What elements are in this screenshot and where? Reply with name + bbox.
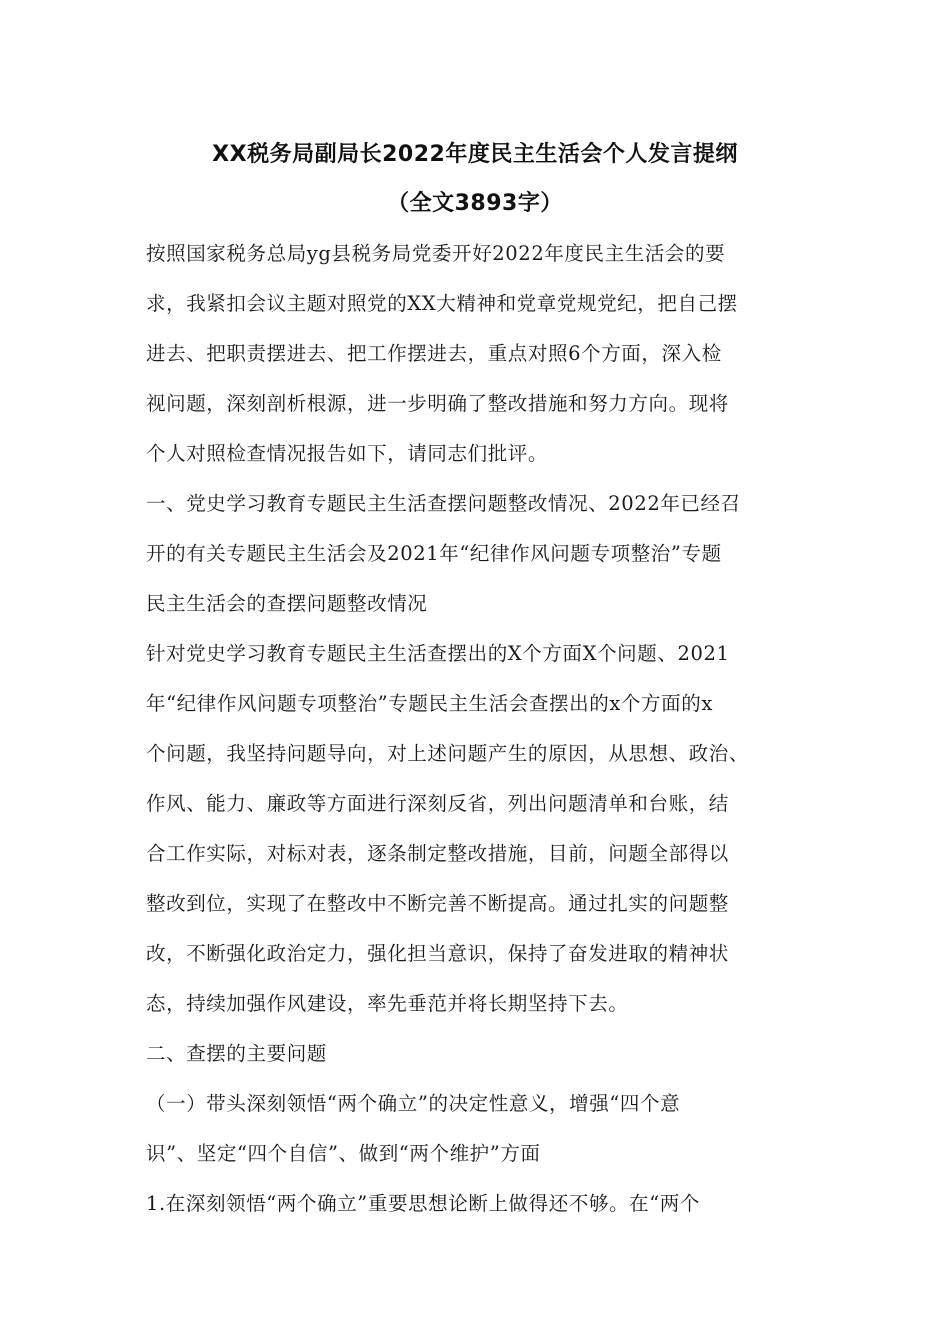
text-line: 1.在深刻领悟“两个确立”重要思想论断上做得还不够。在“两个 (146, 1192, 701, 1215)
text-line: 个人对照检查情况报告如下，请同志们批评。 (146, 442, 549, 465)
document-subtitle: （全文3893字） (387, 191, 563, 216)
document-title: XX税务局副局长2022年度民主生活会个人发言提纲 (212, 142, 738, 167)
text-line: 整改到位，实现了在整改中不断完善不断提高。通过扎实的问题整 (146, 892, 729, 915)
subsection-heading: （一）带头深刻领悟“两个确立”的决定性意义，增强“四个意 (146, 1092, 681, 1115)
text-line: 合工作实际，对标对表，逐条制定整改措施，目前，问题全部得以 (146, 842, 729, 865)
section-heading-2: 二、查摆的主要问题 (146, 1042, 327, 1065)
section-heading-1: 开的有关专题民主生活会及2021年“纪律作风问题专项整治”专题 (146, 542, 722, 565)
text-line: 求，我紧扣会议主题对照党的XX大精神和党章党规党纪，把自己摆 (146, 292, 738, 315)
section-heading-1: 一、党史学习教育专题民主生活查摆问题整改情况、2022年已经召 (146, 492, 741, 515)
document-body (146, 229, 822, 1229)
text-line: 进去、把职责摆进去、把工作摆进去，重点对照6个方面，深入检 (146, 342, 722, 365)
text-line: 按照国家税务总局yg县税务局党委开好2022年度民主生活会的要 (146, 242, 726, 265)
text-line: 针对党史学习教育专题民主生活查摆出的X个方面X个问题、2021 (146, 642, 730, 665)
text-line: 作风、能力、廉政等方面进行深刻反省，列出问题清单和台账，结 (146, 792, 729, 815)
subsection-heading: 识”、坚定“四个自信”、做到“两个维护”方面 (146, 1142, 541, 1165)
text-line: 年“纪律作风问题专项整治”专题民主生活会查摆出的x个方面的x (146, 692, 713, 715)
text-line: 视问题，深刻剖析根源，进一步明确了整改措施和努力方向。现将 (146, 392, 729, 415)
section-heading-1: 民主生活会的查摆问题整改情况 (146, 592, 428, 615)
text-line: 态，持续加强作风建设，率先垂范并将长期坚持下去。 (146, 992, 629, 1015)
text-line: 改，不断强化政治定力，强化担当意识，保持了奋发进取的精神状 (146, 942, 729, 965)
text-line: 个问题，我坚持问题导向，对上述问题产生的原因，从思想、政治、 (146, 742, 750, 765)
